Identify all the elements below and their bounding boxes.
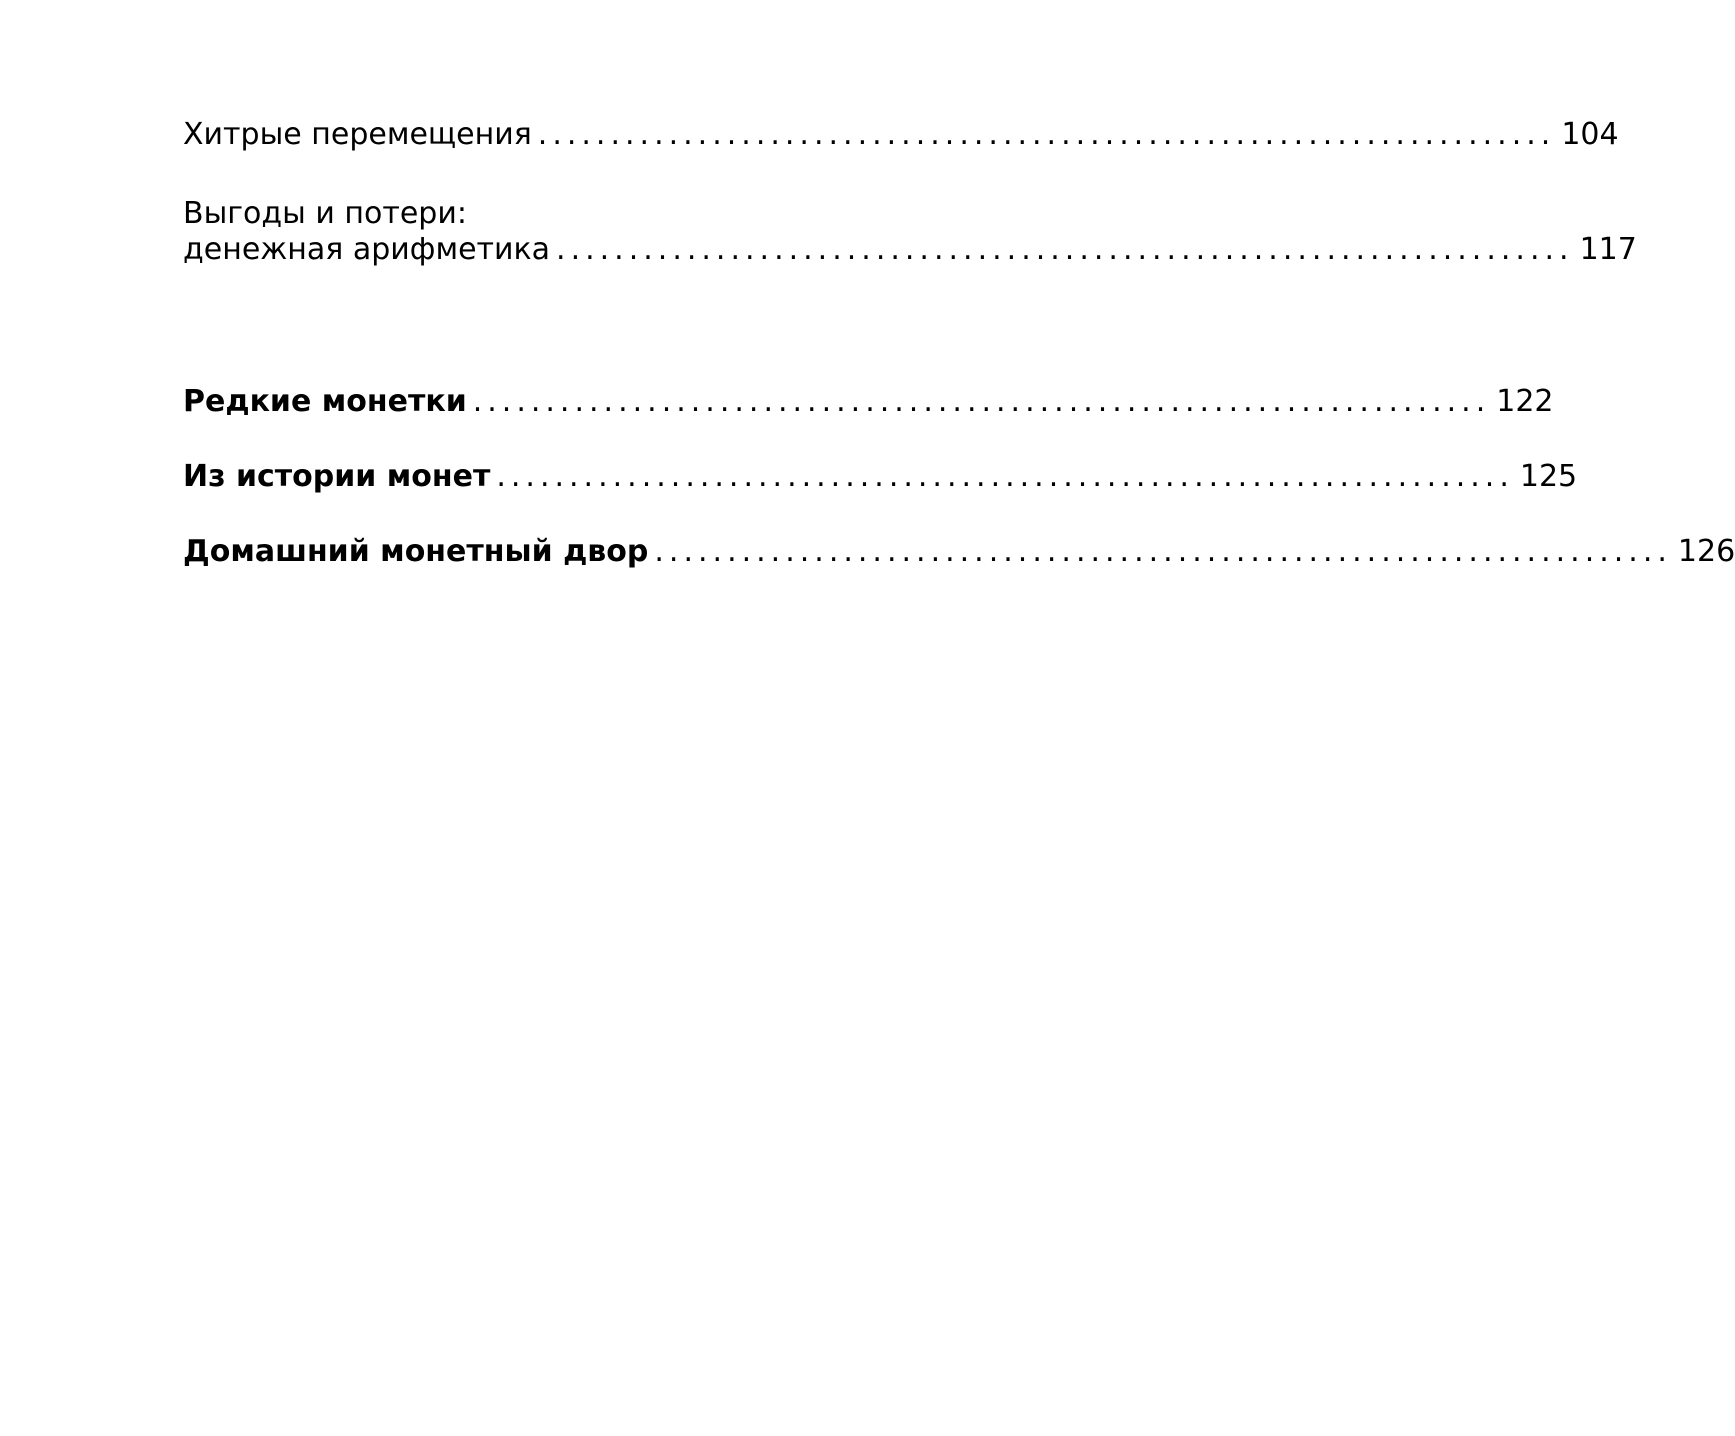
- toc-entry-line: [183, 384, 1554, 420]
- toc-entry-line: [183, 232, 1637, 268]
- toc-entry[interactable]: [183, 117, 1619, 153]
- toc-entry-title: Домашний монетный двор: [183, 534, 649, 569]
- toc-entry[interactable]: [183, 459, 1578, 495]
- toc-entry-title-first-line: Выгоды и потери:: [183, 196, 467, 231]
- toc-entry-title: Редкие монетки: [183, 384, 467, 419]
- toc-entry[interactable]: [183, 384, 1554, 420]
- dot-leader: ......................................................................: [472, 384, 1491, 419]
- toc-entry-page: 117: [1579, 232, 1637, 267]
- toc-entry-line: [183, 117, 1619, 153]
- dot-leader: ......................................................................: [537, 117, 1556, 152]
- toc-entry-page: 104: [1561, 117, 1619, 152]
- dot-leader: ......................................................................: [654, 534, 1672, 569]
- dot-leader: ......................................................................: [556, 232, 1574, 267]
- toc-entry-title: Хитрые перемещения: [183, 117, 532, 152]
- dot-leader: ......................................................................: [496, 459, 1514, 494]
- toc-entry-page: 122: [1496, 384, 1554, 419]
- toc-entry[interactable]: [183, 534, 1735, 570]
- toc-entry-page: 125: [1519, 459, 1578, 494]
- toc-entry-line: [183, 534, 1735, 570]
- toc-entry[interactable]: [183, 196, 1637, 268]
- toc-entry-page: 126: [1677, 534, 1735, 569]
- toc-entry-line: [183, 459, 1578, 495]
- toc-entry-title: Из истории монет: [183, 459, 491, 494]
- toc-entry-title: денежная арифметика: [183, 232, 551, 267]
